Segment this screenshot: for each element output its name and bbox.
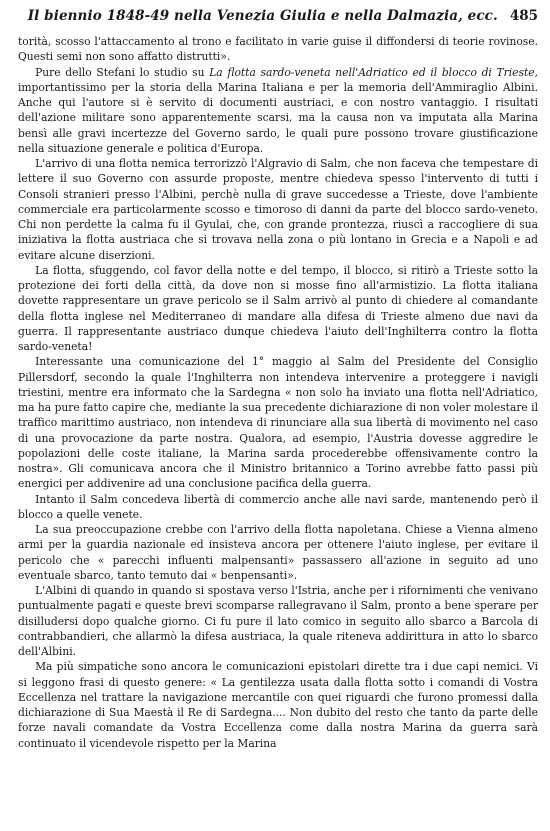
paragraph-5: Interessante una comunicazione del 1° maggio al Salm del Presidente del Consiglio Pillersdorf, secondo la quale l'Inghilterra non intendeva intervenire a proteggere i navigli triestini, mentre era informato che la Sardegna « non solo ha inviato una flotta nell'Adriatico, ma ha pure fatto capire che, mediante la sua precedente dichiarazione di non voler molestare il traffico marittimo austriaco, non intendeva di rinunciare alla sua libertà di movimento nel caso di una provocazione da parte nostra. Qualora, ad esempio, l'Austria dovesse aggredire le popolazioni delle coste italiane, la Marina sarda procederebbe offensivamente contro la nostra». Gli comunicava ancora che il Ministro britannico a Torino avrebbe fatto passi più energici per addivenire ad una conclusione pacifica della guerra. [18,355,538,491]
paragraph-2-part-2: , importantissimo per la storia della Marina Italiana e per la memoria dell'Ammiraglio Albini. Anche qui l'autore si è servito di documenti austriaci, e con nostro vantaggio. I risultati dell'azione militare sono apparentemente scarsi, ma la causa non va imputata alla Marina bensì alle gravi incertezze del Governo sardo, le quali pure possono trovare giustificazione nella situazione generale e politica d'Europa. [18,65,538,155]
paragraph-2 [18,65,538,157]
paragraph-4: La flotta, sfuggendo, col favor della notte e del tempo, il blocco, si ritirò a Trieste sotto la protezione dei forti della città, da dove non si mosse fino all'armistizio. La flotta italiana dovette rappresentare un grave pericolo se il Salm arrivò al punto di chiedere al comandante della flotta inglese nel Mediterraneo di mandare alla difesa di Trieste almeno due navi da guerra. Il rappresentante austriaco dunque chiedeva l'aiuto dell'Inghilterra contro la flotta sardo-veneta! [18,263,538,353]
running-header [18,8,538,30]
paragraph-1: torità, scosso l'attaccamento al trono e facilitato in varie guise il diffondersi di teorie rovinose. Questi semi non sono affatto distrutti». [18,35,538,64]
body-text [18,34,538,751]
paragraph-7: La sua preoccupazione crebbe con l'arrivo della flotta napoletana. Chiese a Vienna almeno armi per la guardia nazionale ed insisteva ancora per ottenere l'aiuto inglese, per evitare il pericolo che « parecchi influenti malpensanti» passassero all'azione in seguito ad uno eventuale sbarco, tanto temuto dai « benpensanti». [18,523,538,582]
paragraph-3: L'arrivo di una flotta nemica terrorizzò l'Algravio di Salm, che non faceva che tempestare di lettere il suo Governo con assurde proposte, mentre chiedeva spesso l'intervento di tutti i Consoli stranieri presso l'Albini, perchè nulla di grave succedesse a Trieste, dove l'ambiente commerciale era particolarmente scosso e timoroso di danni da parte del blocco sardo-veneto. Chi non perdette la calma fu il Gyulai, che, con grande prontezza, riuscì a raccogliere di sua iniziativa la flotta austriaca che si trovava nella zona o più lontano in Grecia e a Napoli e ad evitare alcune diserzioni. [18,157,538,262]
page [18,8,538,751]
paragraph-2-italic-title: La flotta sardo-veneta nell'Adriatico ed il blocco di Trieste [209,65,535,79]
paragraph-9: Ma più simpatiche sono ancora le comunicazioni epistolari dirette tra i due capi nemici. Vi si leggono frasi di questo genere: « La gentilezza usata dalla flotta sotto i comandi di Vostra Eccellenza nel trattare la navigazione mercantile con quei riguardi che furono promessi dalla dichiarazione di Sua Maestà il Re di Sardegna.... Non dubito del resto che tanto da parte delle forze navali comandate da Vostra Eccellenza come dalla nostra Marina da guerra sarà continuato il vicendevole rispetto per la Marina [18,660,538,750]
paragraph-2-part-1: Pure dello Stefani lo studio su [35,65,210,79]
paragraph-8: L'Albini di quando in quando si spostava verso l'Istria, anche per i rifornimenti che venivano puntualmente pagati e queste brevi scomparse rallegravano il Salm, pronto a bene sperare per disilludersi dopo qualche giorno. Ci fu pure il lato comico in seguito allo sbarco a Barcola di contrabbandieri, che allarmò la difesa austriaca, la quale riteneva addirittura in atto lo sbarco dell'Albini. [18,584,538,658]
paragraph-6: Intanto il Salm concedeva libertà di commercio anche alle navi sarde, mantenendo però il blocco a quelle venete. [18,492,538,521]
running-title: Il biennio 1848-49 nella Venezia Giulia e nella Dalmazia, ecc. [27,8,498,24]
page-number: 485 [509,8,538,24]
